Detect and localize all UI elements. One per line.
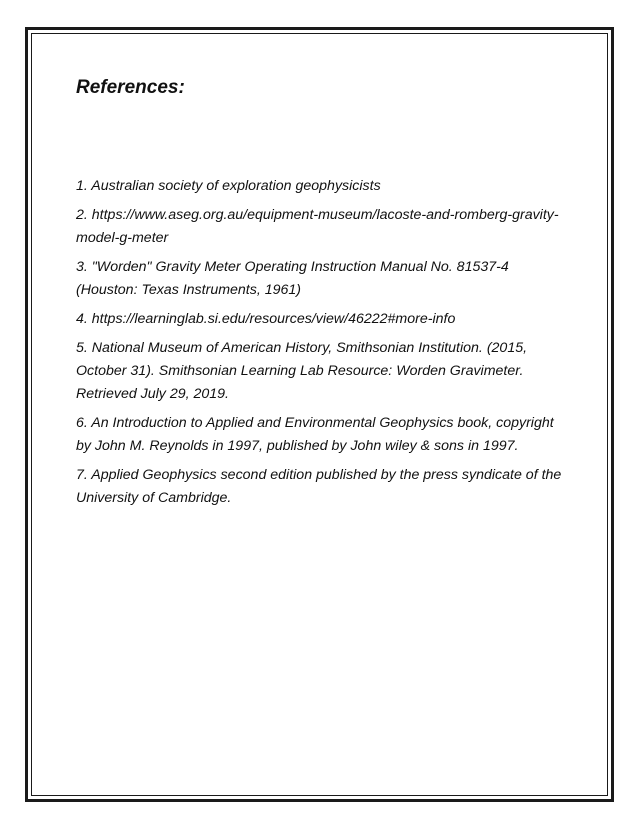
reference-item-1: 1. Australian society of exploration geophysicists bbox=[76, 178, 381, 194]
reference-item-4: 4. https://learninglab.si.edu/resources/view/46222#more-info bbox=[76, 311, 456, 327]
references-list bbox=[76, 175, 566, 516]
reference-item-5: 5. National Museum of American History, Smithsonian Institution. (2015, October 31). Smithsonian Learning Lab Resource: Worden Gravimeter. Retrieved July 29, 2019. bbox=[76, 340, 528, 402]
references-section bbox=[76, 76, 566, 506]
reference-item-7: 7. Applied Geophysics second edition published by the press syndicate of the University of Cambridge. bbox=[76, 467, 562, 506]
reference-item-3: 3. "Worden" Gravity Meter Operating Instruction Manual No. 81537-4 (Houston: Texas Instruments, 1961) bbox=[76, 259, 509, 298]
references-heading: References: bbox=[76, 77, 185, 98]
reference-item-2: 2. https://www.aseg.org.au/equipment-museum/lacoste-and-romberg-gravity-model-g-meter bbox=[76, 207, 559, 246]
reference-item-6: 6. An Introduction to Applied and Environmental Geophysics book, copyright by John M. Reynolds in 1997, published by John wiley & sons in 1997. bbox=[76, 415, 554, 454]
